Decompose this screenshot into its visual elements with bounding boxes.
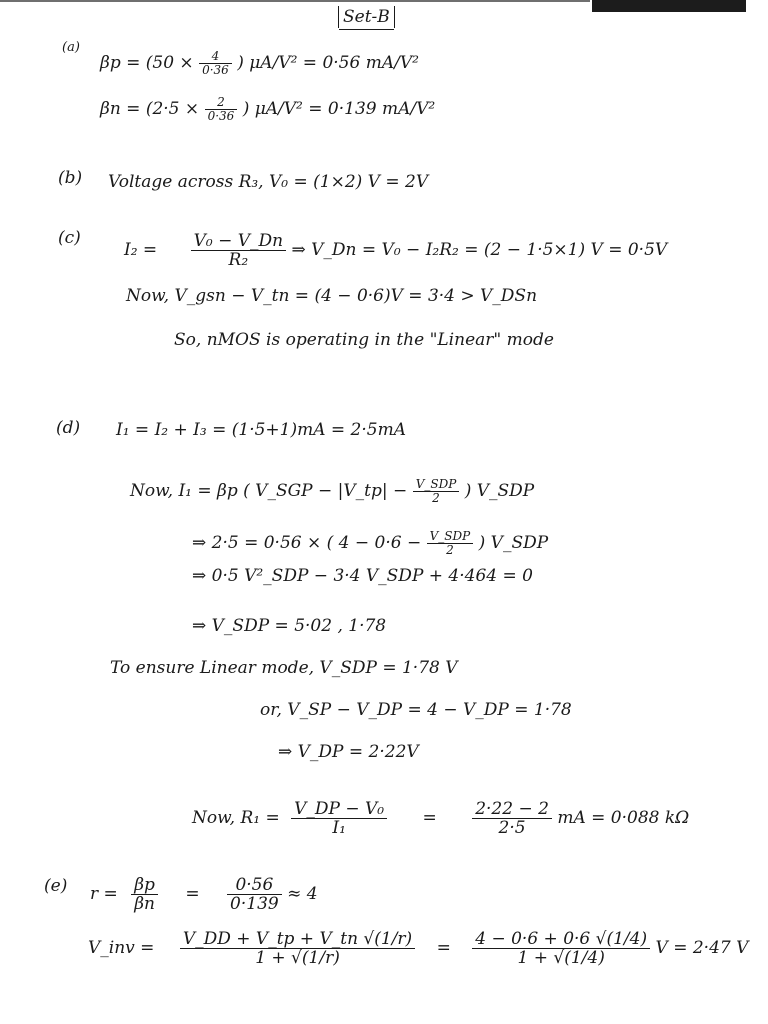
part-d-r1: Now, R₁ = $\frac{\text{V\_DP − V₀}}{\text{I₁}}$ = $\frac{2\cdot 22 - 2}{2\cdot 5}$ mA = 0·088 kΩ: [192, 799, 690, 838]
part-c-now: Now, V_gsn − V_tn = (4 − 0·6)V = 3·4 > V_DSn: [126, 286, 538, 306]
part-e-label: (e): [44, 876, 68, 896]
part-d-ensure: To ensure Linear mode, V_SDP = 1·78 V: [110, 658, 458, 678]
part-c-label: (c): [58, 228, 81, 248]
part-b-label: (b): [58, 168, 83, 188]
part-d-step3: ⇒ V_SDP = 5·02 , 1·78: [192, 616, 387, 636]
part-d-vdp: ⇒ V_DP = 2·22V: [278, 742, 419, 762]
part-b-voltage: Voltage across R₃, V₀ = (1×2) V = 2V: [108, 172, 429, 192]
part-e-vinv: V_inv = $\frac{V\_DD + V\_tp + V\_tn √(1/r)}{1 + √(1/r)}$ = $\frac{4 - 0\cdot 6 + 0\cdot 6 √(1/4)}{1 + √(1/4)}$ V = 2·47 V: [88, 929, 749, 968]
part-c-conclusion: So, nMOS is operating in the "Linear" mode: [174, 330, 554, 350]
scan-edge: [0, 0, 590, 2]
scan-dark-corner: [592, 0, 746, 12]
part-d-or: or, V_SP − V_DP = 4 − V_DP = 1·78: [260, 700, 572, 720]
part-d-step2: ⇒ 0·5 V²_SDP − 3·4 V_SDP + 4·464 = 0: [192, 566, 533, 586]
part-d-i1-sum: I₁ = I₂ + I₃ = (1·5+1)mA = 2·5mA: [116, 420, 406, 440]
part-d-step1: ⇒ 2·5 = 0·56 × ( 4 − 0·6 − $\frac{\text{V\_SDP}}{2}$ ) V_SDP: [192, 529, 549, 557]
set-label: [338, 6, 395, 28]
part-a-beta-n: βn = (2·5 × $\frac{2}{0\cdot 36}$ ) μA/V² = 0·139 mA/V²: [100, 95, 436, 123]
part-c-i2: I₂ = $\frac{\text{V₀ − V\_Dn}}{\text{R₂}}$ ⇒ V_Dn = V₀ − I₂R₂ = (2 − 1·5×1) V = 0·5V: [124, 231, 668, 270]
part-d-label: (d): [56, 418, 81, 438]
part-a-beta-p: βp = (50 × $\frac{4}{0\cdot 36}$ ) μA/V² = 0·56 mA/V²: [100, 49, 419, 77]
set-label-text: Set-B: [343, 7, 390, 27]
part-e-ratio: r = $\frac{\beta p}{\beta n}$ = $\frac{0\cdot 56}{0\cdot 139}$ ≈ 4: [90, 875, 318, 914]
part-d-i1-equation: Now, I₁ = βp ( V_SGP − |V_tp| − $\frac{\text{V\_SDP}}{2}$ ) V_SDP: [130, 477, 535, 505]
part-a-label: (a): [62, 40, 80, 55]
